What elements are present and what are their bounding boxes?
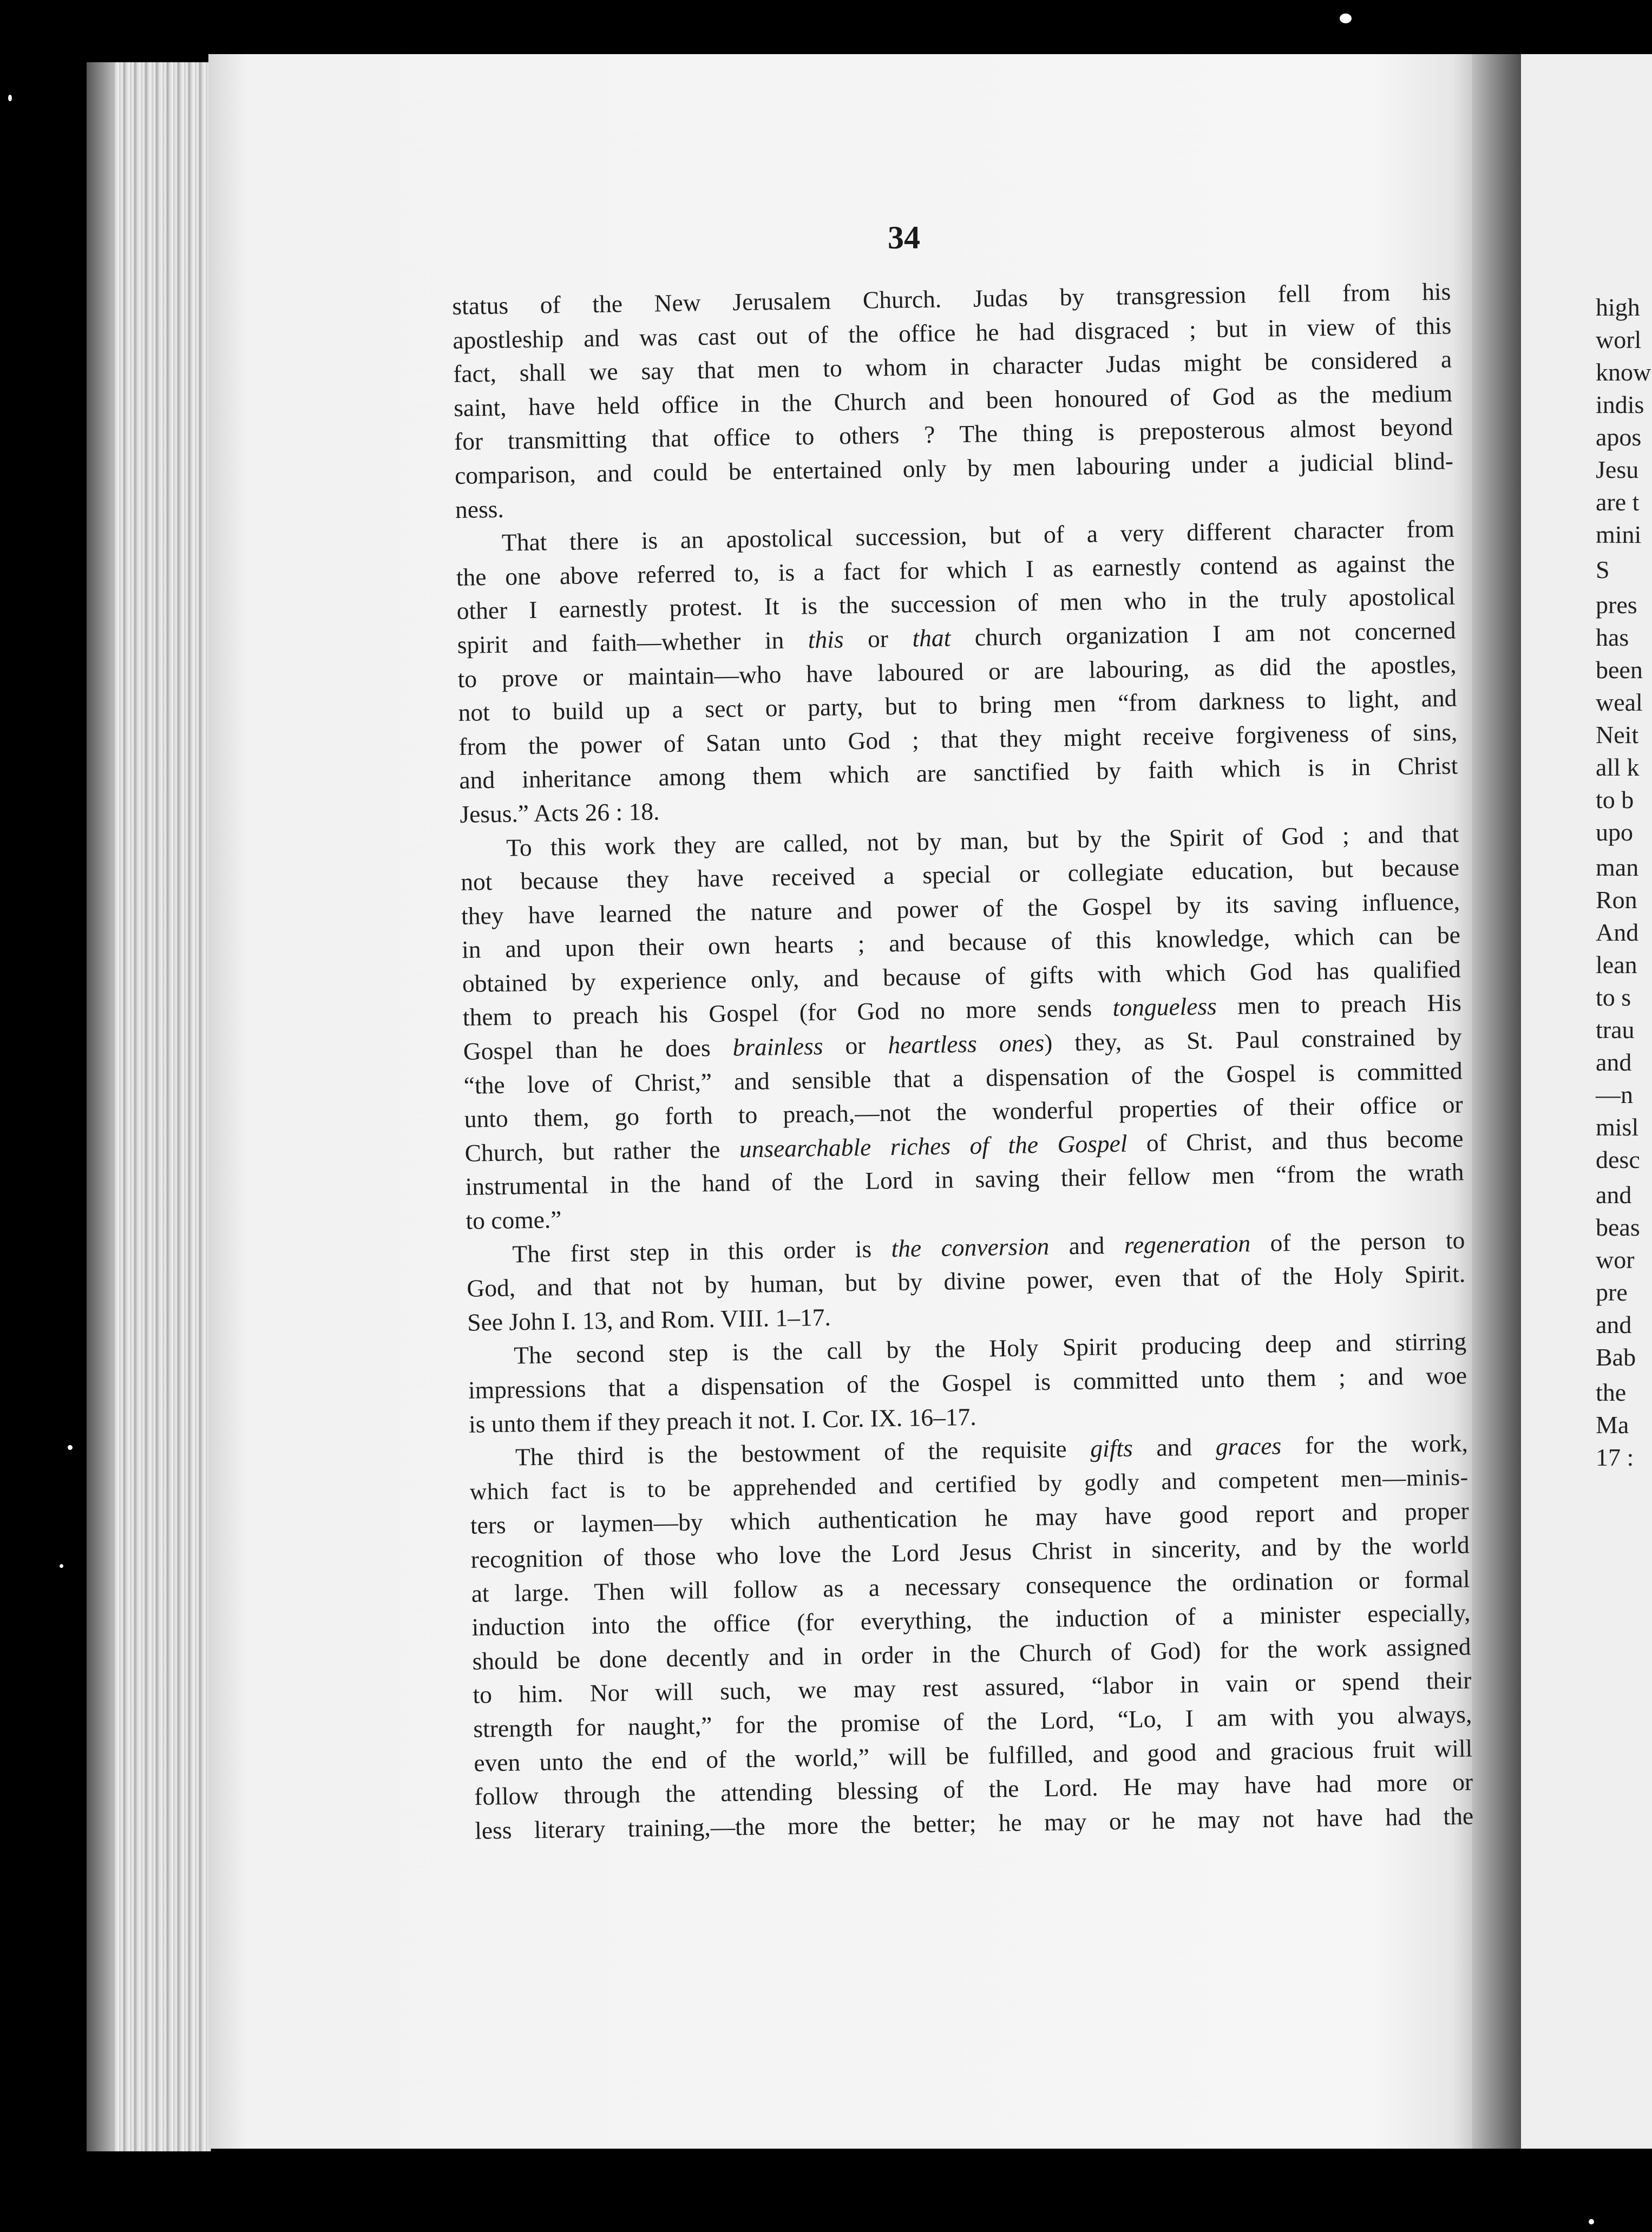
text-run: and (1132, 1433, 1216, 1462)
italic-phrase: heartless ones (888, 1028, 1045, 1059)
facing-page-fragment: man (1596, 854, 1639, 881)
text-run: is unto them if they preach it not. I. Cor. IX. 16–17. (468, 1402, 977, 1438)
facing-page-fragment: misl (1596, 1113, 1639, 1141)
facing-page-fragment: Neit (1596, 721, 1639, 749)
text-run: That there is an apostolical succession, but of a very different character from (501, 514, 1455, 556)
text-run: them to preach his Gospel (for God no more sends (462, 994, 1113, 1032)
text-run: ) they, as St. Paul constrained by (1044, 1022, 1463, 1056)
text-run: spirit and faith—whether in (457, 626, 809, 659)
facing-page-fragment: desc (1596, 1146, 1640, 1173)
facing-page-fragment: beas (1596, 1213, 1640, 1241)
facing-page-fragment: and (1596, 1048, 1632, 1076)
italic-phrase: graces (1215, 1432, 1282, 1461)
text-run: in and upon their own hearts ; and because of this knowledge, which can be (461, 921, 1461, 964)
facing-page-fragment: lean (1596, 951, 1637, 979)
text-run: ters or laymen—by which authentication he may have good report and proper (470, 1496, 1470, 1540)
text-run: or (823, 1031, 888, 1060)
facing-page-fragment: and (1596, 1311, 1632, 1338)
text-run: See John I. 13, and Rom. VIII. 1–17. (467, 1303, 831, 1336)
facing-page-fragment: all k (1596, 753, 1640, 781)
body-text (452, 275, 1474, 1848)
text-run: or (843, 624, 913, 653)
facing-page-fragment: trau (1596, 1016, 1635, 1043)
text-run: The third is the bestowment of the requisite (515, 1434, 1091, 1471)
text-run: comparison, and could be entertained only by men labouring under a judicial blind- (454, 447, 1454, 489)
facing-page-fragment: 17 : (1596, 1443, 1634, 1471)
facing-page-fragment: to s (1596, 983, 1631, 1011)
text-run: at large. Then will follow as a necessary consequence the ordination or formal (471, 1564, 1470, 1607)
text-run: of the person to (1250, 1226, 1465, 1257)
text-run: God, and that not by human, but by divine power, even that of the Holy Spirit. (467, 1259, 1466, 1303)
facing-page-fragment: to b (1596, 786, 1634, 813)
italic-phrase: regeneration (1124, 1229, 1251, 1259)
facing-page-fragment: worl (1596, 326, 1642, 353)
facing-page-fragment: —n (1596, 1081, 1633, 1108)
facing-page-fragment: apos (1596, 423, 1642, 451)
text-run: The second step is the call by the Holy Spirit producing deep and stirring (513, 1327, 1467, 1369)
text-run: they have learned the nature and power of the Gospel by its saving influence, (461, 887, 1460, 930)
facing-page-fragment: pres (1596, 591, 1637, 619)
italic-phrase: gifts (1090, 1434, 1133, 1462)
facing-page-fragment: And (1596, 918, 1639, 946)
dust-speck (8, 95, 12, 101)
dust-speck (1340, 14, 1352, 23)
text-run: to him. Nor will such, we may rest assured, “labor in vain or spend their (473, 1666, 1472, 1709)
italic-phrase: tongueless (1112, 992, 1217, 1022)
page-edges-shadow (87, 62, 113, 2151)
facing-page-fragment: know (1596, 358, 1651, 386)
text-run: fact, shall we say that men to whom in character Judas might be considered a (453, 345, 1452, 388)
text-run: apostleship and was cast out of the office he had disgraced ; but in view of this (453, 311, 1452, 354)
facing-page-fragment: high (1596, 293, 1640, 321)
text-run: recognition of those who love the Lord Jesus Christ in sincerity, and by the world (470, 1531, 1470, 1573)
facing-page-fragment: indis (1596, 391, 1644, 418)
text-run: less literary training,—the more the better; he may or he may not have had the (474, 1802, 1474, 1844)
text-run: The first step in this order is (512, 1234, 891, 1268)
text-run: saint, have held office in the Church and been honoured of God as the medium (453, 379, 1453, 422)
facing-page (1521, 54, 1652, 2149)
text-run: status of the New Jerusalem Church. Judas by transgression fell from his (452, 277, 1451, 320)
facing-page-fragment: wor (1596, 1246, 1635, 1273)
italic-phrase: unsearchable riches of the Gospel (739, 1129, 1127, 1163)
text-run: induction into the office (for everything, the induction of a minister especially, (471, 1598, 1471, 1641)
text-run: for the work, (1281, 1429, 1469, 1460)
italic-phrase: brainless (732, 1032, 823, 1061)
facing-page-fragment: upo (1596, 818, 1633, 846)
text-run: not because they have received a special or collegiate education, but because (460, 853, 1460, 896)
book-gutter (1472, 54, 1521, 2149)
text-run: not to build up a sect or party, but to bring men “from darkness to light, and (458, 684, 1457, 727)
facing-page-fragment: the (1596, 1378, 1627, 1406)
page-number: 34 (888, 220, 920, 255)
text-run: To this work they are called, not by man, but by the Spirit of God ; and that (506, 819, 1459, 862)
facing-page-fragment: pre (1596, 1278, 1628, 1306)
italic-phrase: that (912, 623, 951, 652)
text-run: unto them, go forth to preach,—not the wonderful properties of their office or (464, 1090, 1463, 1133)
text-run: for transmitting that office to others ? The thing is preposterous almost beyond (454, 412, 1453, 456)
text-run: follow through the attending blessing of the Lord. He may have had more or (474, 1768, 1473, 1810)
text-run: men to preach His (1216, 988, 1462, 1020)
facing-page-fragment: Bab (1596, 1343, 1636, 1371)
facing-page-fragment: has (1596, 623, 1629, 651)
text-run: and (1048, 1231, 1125, 1260)
dust-speck (60, 1564, 63, 1568)
dust-speck (68, 1445, 73, 1450)
text-run: other I earnestly protest. It is the succession of men who in the truly apostolical (456, 582, 1456, 625)
text-run: should be done decently and in order in the Church of God) for the work assigned (472, 1632, 1471, 1675)
text-run: instrumental in the hand of the Lord in saving their fellow men “from the wrath (465, 1158, 1464, 1201)
text-run: to come.” (466, 1205, 562, 1235)
italic-phrase: this (808, 625, 844, 654)
text-run: church organization I am not concerned (950, 616, 1456, 652)
text-run: Church, but rather the (464, 1135, 740, 1167)
facing-page-fragment: weal (1596, 688, 1643, 716)
text-run: the one above referred to, is a fact for which I as earnestly contend as against the (456, 548, 1456, 591)
facing-page-fragment: Ma (1596, 1411, 1629, 1439)
facing-page-fragment: are t (1596, 488, 1640, 516)
facing-page-fragment: mini (1596, 521, 1642, 548)
facing-page-fragment: S (1596, 556, 1610, 583)
facing-page-fragment: Ron (1596, 886, 1637, 914)
text-run: from the power of Satan unto God ; that they might receive forgiveness of sins, (458, 718, 1458, 760)
text-run: “the love of Christ,” and sensible that a dispensation of the Gospel is committed (463, 1056, 1463, 1099)
text-run: impressions that a dispensation of the Gospel is committed unto them ; and woe (468, 1361, 1467, 1404)
text-run: and inheritance among them which are sanctified by faith which is in Christ (459, 751, 1458, 795)
text-run: to prove or maintain—who have laboured or are labouring, as did the apostles, (457, 650, 1457, 693)
dust-speck (1589, 2219, 1594, 2224)
italic-phrase: the conversion (891, 1232, 1050, 1262)
facing-page-fragment: Jesu (1596, 456, 1639, 483)
text-run: even unto the end of the world,” will be fulfilled, and good and gracious fruit will (474, 1734, 1473, 1777)
text-run: Gospel than he does (463, 1033, 733, 1065)
facing-page-fragment: and (1596, 1181, 1632, 1209)
text-run: of Christ, and thus become (1127, 1124, 1464, 1157)
text-run: strength for naught,” for the promise of the Lord, “Lo, I am with you always, (473, 1700, 1472, 1743)
text-run: ness. (455, 495, 504, 523)
text-run: Jesus.” Acts 26 : 18. (460, 797, 660, 828)
facing-page-fragment: been (1596, 656, 1643, 684)
text-run: obtained by experience only, and because of gifts with which God has qualified (462, 955, 1461, 997)
text-run: which fact is to be apprehended and certified by godly and competent men—minis- (469, 1464, 1469, 1505)
